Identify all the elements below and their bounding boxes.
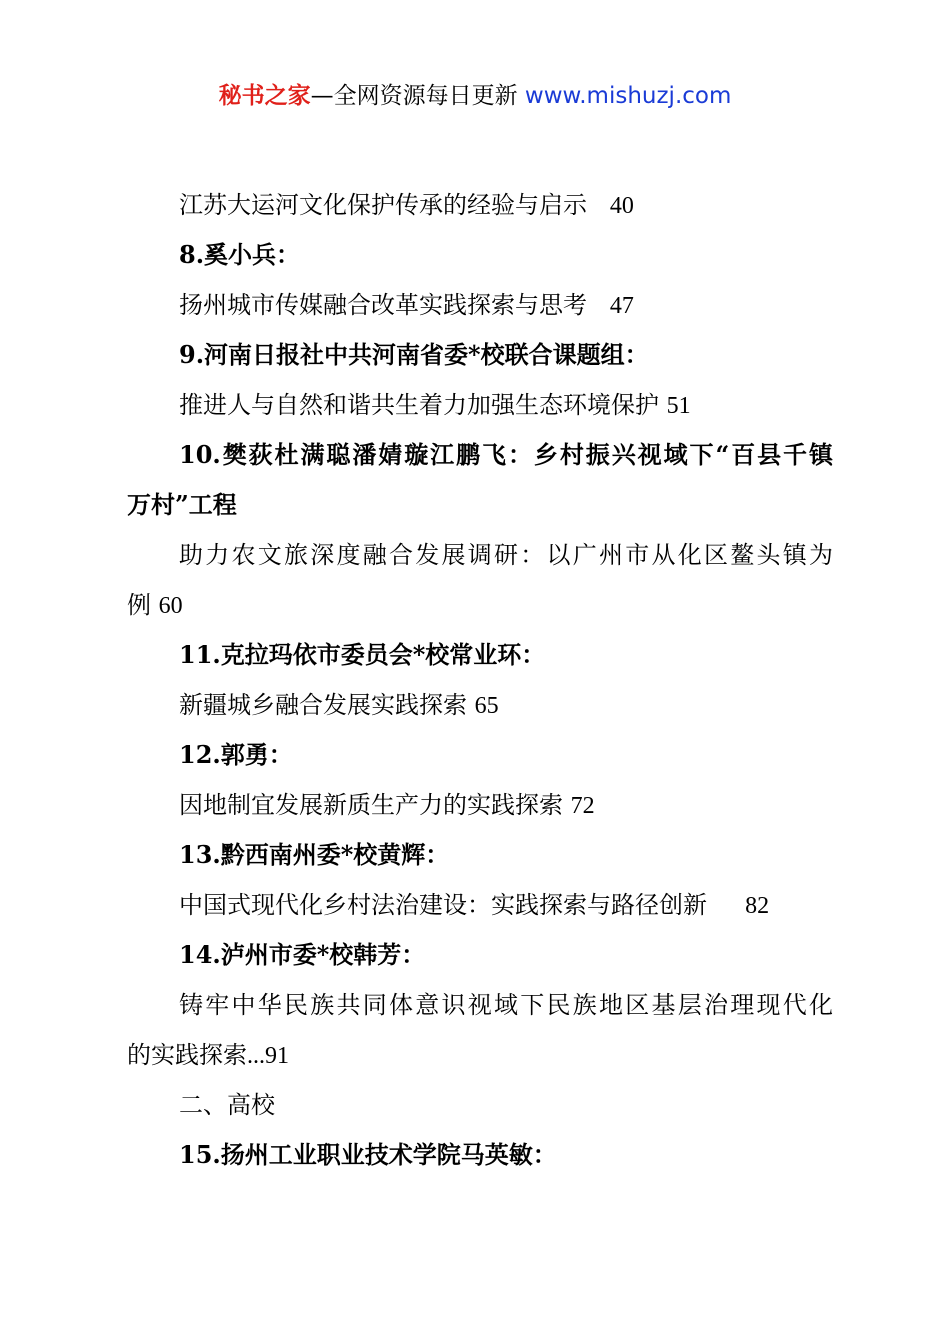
toc-entry-continued [127, 580, 833, 630]
toc-entry [127, 680, 833, 730]
author-label-continued: 万村”工程 [127, 490, 237, 519]
header-tagline: —全网资源每日更新 [310, 83, 525, 109]
entry-page-number: 65 [474, 693, 499, 719]
author-label: 13.黔西南州委*校黄辉： [179, 840, 450, 869]
toc-author [127, 630, 833, 680]
author-label: 11.克拉玛依市委员会*校常业环： [179, 640, 546, 669]
entry-page-number: 72 [570, 793, 595, 819]
toc-entry [127, 280, 833, 330]
entry-page-number: ...91 [247, 1043, 289, 1069]
section-heading-text: 二、高校 [179, 1091, 275, 1119]
toc-author [127, 1130, 833, 1180]
page-header [0, 80, 950, 112]
entry-page-number: 40 [609, 193, 634, 219]
entry-page-number: 82 [745, 893, 770, 919]
toc-entry [127, 380, 833, 430]
toc-content [127, 180, 833, 1180]
toc-entry [127, 180, 833, 230]
author-label: 15.扬州工业职业技术学院马英敏： [179, 1140, 557, 1169]
entry-title: 因地制宜发展新质生产力的实践探索 [179, 791, 563, 819]
toc-entry [127, 780, 833, 830]
entry-title: 江苏大运河文化保护传承的经验与启示 [179, 191, 587, 219]
toc-author [127, 830, 833, 880]
entry-title: 新疆城乡融合发展实践探索 [179, 691, 467, 719]
entry-title: 铸牢中华民族共同体意识视域下民族地区基层治理现代化 [179, 991, 833, 1019]
section-heading [127, 1080, 833, 1130]
header-url-link[interactable]: www.mishuzj.com [524, 83, 732, 109]
entry-page-number: 60 [158, 593, 183, 619]
entry-title-continued: 的实践探索 [127, 1041, 247, 1069]
entry-title-continued: 例 [127, 591, 151, 619]
toc-author [127, 230, 833, 280]
toc-author [127, 430, 833, 480]
entry-title: 助力农文旅深度融合发展调研：以广州市从化区鳌头镇为 [179, 541, 833, 569]
entry-title: 扬州城市传媒融合改革实践探索与思考 [179, 291, 587, 319]
author-label: 8.奚小兵： [179, 240, 301, 269]
toc-entry-continued [127, 1030, 833, 1080]
toc-entry [127, 980, 833, 1030]
author-label: 14.泸州市委*校韩芳： [179, 940, 426, 969]
author-label: 10.樊荻杜满聪潘婧璇江鹏飞：乡村振兴视域下“百县千镇 [179, 440, 833, 469]
entry-page-number: 47 [609, 293, 634, 319]
toc-author [127, 930, 833, 980]
toc-author [127, 330, 833, 380]
entry-page-number: 51 [666, 393, 691, 419]
entry-title: 中国式现代化乡村法治建设：实践探索与路径创新 [179, 891, 707, 919]
toc-entry [127, 530, 833, 580]
author-label: 9.河南日报社中共河南省委*校联合课题组： [179, 340, 649, 369]
toc-author [127, 730, 833, 780]
toc-entry [127, 880, 833, 930]
brand-name: 秘书之家 [218, 83, 311, 109]
author-label: 12.郭勇： [179, 740, 293, 769]
entry-title: 推进人与自然和谐共生着力加强生态环境保护 [179, 391, 659, 419]
toc-author-continued [127, 480, 833, 530]
